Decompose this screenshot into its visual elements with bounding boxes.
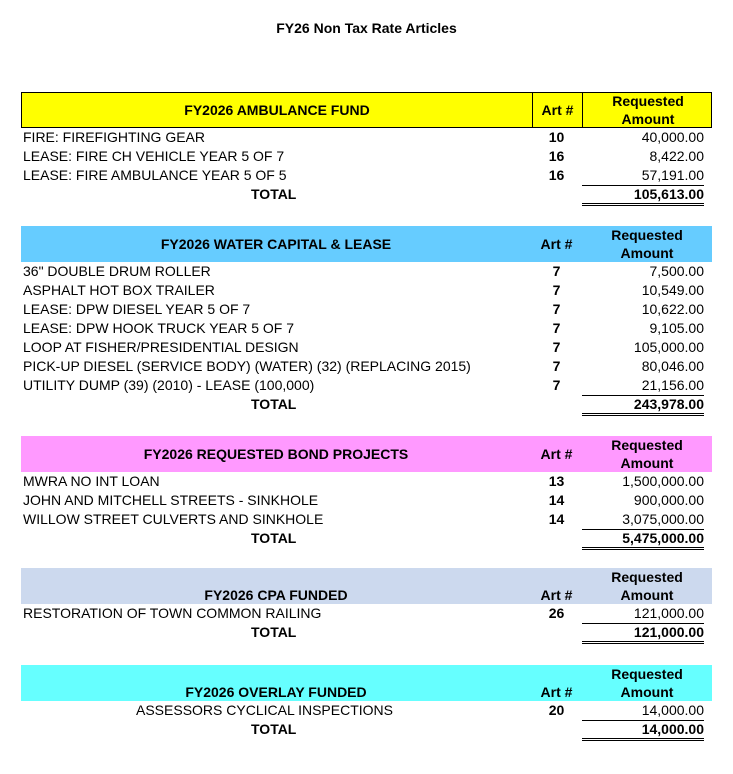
item-amount: 14,000.00 xyxy=(582,701,704,721)
page-title: FY26 Non Tax Rate Articles xyxy=(276,20,457,36)
table-row xyxy=(21,604,712,623)
item-article: 7 xyxy=(552,263,561,279)
item-article: 13 xyxy=(548,473,565,489)
section-title: FY2026 OVERLAY FUNDED xyxy=(185,684,367,700)
total-label: TOTAL xyxy=(251,396,297,412)
section-title: FY2026 CPA FUNDED xyxy=(204,587,348,603)
total-label: TOTAL xyxy=(251,530,297,546)
amount-label: Amount xyxy=(620,455,674,471)
section-header xyxy=(21,436,712,472)
item-description: MWRA NO INT LOAN xyxy=(23,473,160,489)
item-amount: 21,156.00 xyxy=(582,376,704,396)
total-row xyxy=(21,529,712,548)
section-title: FY2026 AMBULANCE FUND xyxy=(184,102,370,118)
table-row xyxy=(21,147,712,166)
requested-label: Requested xyxy=(611,437,683,453)
amount-label: Amount xyxy=(621,111,675,127)
item-amount: 8,422.00 xyxy=(649,148,704,164)
amount-label: Amount xyxy=(620,587,674,603)
item-article: 7 xyxy=(552,339,561,355)
section-title: FY2026 REQUESTED BOND PROJECTS xyxy=(143,446,409,462)
total-row xyxy=(21,185,712,204)
art-column-header: Art # xyxy=(532,93,583,127)
total-label: TOTAL xyxy=(251,624,297,640)
item-amount: 900,000.00 xyxy=(633,492,704,508)
item-description: PICK-UP DIESEL (SERVICE BODY) (WATER) (32) (REPLACING 2015) xyxy=(23,358,471,374)
art-column-header: Art # xyxy=(540,684,573,700)
section-header xyxy=(21,226,712,262)
total-amount: 14,000.00 xyxy=(582,720,704,741)
total-row xyxy=(21,623,712,642)
item-description: ASPHALT HOT BOX TRAILER xyxy=(23,282,215,298)
item-amount: 57,191.00 xyxy=(582,166,704,186)
item-article: 7 xyxy=(552,282,561,298)
art-column-header: Art # xyxy=(540,446,573,462)
table-row xyxy=(21,701,712,720)
requested-label: Requested xyxy=(611,227,683,243)
item-article: 26 xyxy=(548,605,565,621)
item-article: 7 xyxy=(552,358,561,374)
section-requested-bond-projects xyxy=(21,436,712,548)
total-row xyxy=(21,720,712,739)
table-row xyxy=(21,357,712,376)
item-description: LEASE: DPW DIESEL YEAR 5 OF 7 xyxy=(23,301,251,317)
item-amount: 1,500,000.00 xyxy=(622,473,704,489)
total-amount: 105,613.00 xyxy=(582,185,704,206)
table-row xyxy=(21,262,712,281)
item-description: LEASE: FIRE CH VEHICLE YEAR 5 OF 7 xyxy=(23,148,285,164)
requested-label: Requested xyxy=(611,666,683,682)
total-row xyxy=(21,395,712,414)
item-article: 7 xyxy=(552,301,561,317)
item-amount: 10,622.00 xyxy=(641,301,704,317)
total-amount: 121,000.00 xyxy=(582,623,704,644)
item-article: 14 xyxy=(548,492,565,508)
requested-amount-header xyxy=(583,93,713,127)
total-amount: 243,978.00 xyxy=(582,395,704,416)
item-amount: 9,105.00 xyxy=(649,320,704,336)
item-article: 16 xyxy=(548,148,565,164)
item-article: 16 xyxy=(548,167,565,183)
item-amount: 105,000.00 xyxy=(633,339,704,355)
section-cpa-funded xyxy=(21,568,712,642)
table-row xyxy=(21,338,712,357)
item-description: UTILITY DUMP (39) (2010) - LEASE (100,000) xyxy=(23,377,315,393)
item-description: WILLOW STREET CULVERTS AND SINKHOLE xyxy=(23,511,324,527)
table-row xyxy=(21,319,712,338)
art-column-header: Art # xyxy=(540,236,573,252)
table-row xyxy=(21,472,712,491)
amount-label: Amount xyxy=(620,245,674,261)
section-ambulance-fund xyxy=(21,92,712,204)
item-description: FIRE: FIREFIGHTING GEAR xyxy=(23,129,206,145)
art-column-header: Art # xyxy=(540,587,573,603)
item-amount: 7,500.00 xyxy=(649,263,704,279)
requested-amount-header xyxy=(582,568,712,604)
item-amount: 121,000.00 xyxy=(582,604,704,624)
item-article: 20 xyxy=(548,702,565,718)
item-description: LOOP AT FISHER/PRESIDENTIAL DESIGN xyxy=(23,339,299,355)
table-row xyxy=(21,281,712,300)
total-label: TOTAL xyxy=(251,721,297,737)
table-row xyxy=(21,376,712,395)
item-description: 36" DOUBLE DRUM ROLLER xyxy=(23,263,211,279)
item-amount: 3,075,000.00 xyxy=(582,510,704,530)
requested-label: Requested xyxy=(611,569,683,585)
requested-amount-header xyxy=(582,436,712,472)
table-row xyxy=(21,300,712,319)
amount-label: Amount xyxy=(620,684,674,700)
item-amount: 10,549.00 xyxy=(641,282,704,298)
section-title: FY2026 WATER CAPITAL & LEASE xyxy=(160,236,392,252)
section-header xyxy=(21,568,712,604)
requested-amount-header xyxy=(582,226,712,262)
item-article: 14 xyxy=(548,511,565,527)
requested-amount-header xyxy=(582,665,712,701)
item-article: 7 xyxy=(552,320,561,336)
total-amount: 5,475,000.00 xyxy=(582,529,704,550)
requested-label: Requested xyxy=(612,93,684,109)
table-row xyxy=(21,166,712,185)
item-description: JOHN AND MITCHELL STREETS - SINKHOLE xyxy=(23,492,319,508)
section-water-capital-lease xyxy=(21,226,712,414)
item-amount: 80,046.00 xyxy=(641,358,704,374)
item-article: 10 xyxy=(548,129,565,145)
item-article: 7 xyxy=(552,377,561,393)
item-description: LEASE: DPW HOOK TRUCK YEAR 5 OF 7 xyxy=(23,320,294,336)
item-description: ASSESSORS CYCLICAL INSPECTIONS xyxy=(136,702,393,718)
item-description: RESTORATION OF TOWN COMMON RAILING xyxy=(23,605,322,621)
item-description: LEASE: FIRE AMBULANCE YEAR 5 OF 5 xyxy=(23,167,287,183)
table-row xyxy=(21,491,712,510)
section-overlay-funded xyxy=(21,665,712,739)
item-amount: 40,000.00 xyxy=(641,129,704,145)
section-header xyxy=(21,92,712,128)
table-row xyxy=(21,510,712,529)
section-header xyxy=(21,665,712,701)
total-label: TOTAL xyxy=(251,186,297,202)
table-row xyxy=(21,128,712,147)
